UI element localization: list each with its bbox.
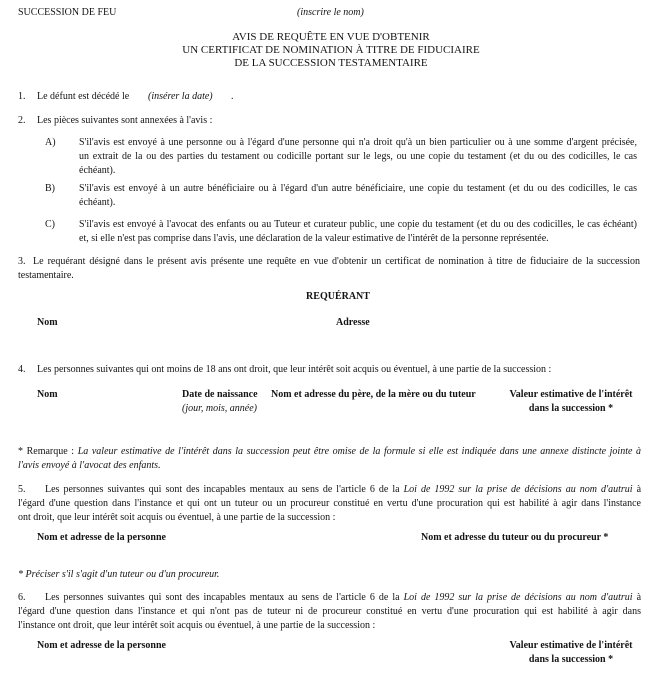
section-2-number: 2.	[18, 115, 26, 126]
section-5-line: l'égard d'une question dans l'instance et qui ont un tuteur ou un procureur constitué en vertu d'une procuration qui est habilité à agir dans l'instance	[18, 498, 641, 509]
representative-header: Nom et adresse du tuteur ou du procureur *	[421, 532, 609, 543]
section-3-line: testamentaire.	[18, 270, 74, 281]
form-title-line-3: DE LA SUCCESSION TESTAMENTAIRE	[234, 57, 428, 69]
section-6-text: à	[636, 592, 642, 603]
law-title: Loi de 1992 sur la prise de décisions au nom d'autrui	[403, 484, 633, 495]
section-5-line: ont droit, que leur intérêt soit acquis ou éventuel, à une partie de la succession :	[18, 512, 336, 523]
item-a-label: A)	[45, 137, 56, 148]
person-header: Nom et adresse de la personne	[37, 640, 166, 651]
remark-text: La valeur estimative de l'intérêt dans la succession peut être omise de la formule si elle est indiquée dans une annexe distincte jointe à	[77, 446, 642, 457]
form-title-line-1: AVIS DE REQUÊTE EN VUE D'OBTENIR	[232, 31, 430, 43]
succession-label: SUCCESSION DE FEU	[18, 7, 117, 18]
section-6-number: 6.	[18, 592, 26, 603]
item-b-label: B)	[45, 183, 55, 194]
item-c-label: C)	[45, 219, 55, 230]
section-6-line	[45, 591, 641, 605]
item-b-line: S'il'avis est envoyé à un autre bénéficiaire ou à l'égard d'un autre bénéficiaire, une copie du testament (et du ou des codicilles, le cas	[79, 183, 637, 194]
estimated-value-header-line-2: dans la succession *	[528, 654, 614, 665]
law-title: Loi de 1992 sur la prise de décisions au nom d'autrui	[403, 592, 633, 603]
item-c-line: et, si elle n'est pas comprise dans l'avis, une déclaration de la valeur estimative de l'intérêt de la personne représentée.	[79, 233, 549, 244]
section-5-line	[45, 483, 641, 497]
applicant-name-label: Nom	[37, 317, 58, 328]
item-b-line: échéant).	[79, 197, 116, 208]
section-4-text: Les personnes suivantes qui ont moins de 18 ans ont droit, que leur intérêt soit acquis ou éventuel, à une partie de la succession :	[37, 364, 552, 375]
estimated-value-header: Valeur estimative de l'intérêt	[509, 389, 633, 400]
item-a-line: échéant).	[79, 165, 116, 176]
section-4-number: 4.	[18, 364, 26, 375]
section-5-text: Les personnes suivantes qui sont des incapables mentaux au sens de l'article 6 de la	[45, 484, 400, 495]
birth-date-format: (jour, mois, année)	[182, 403, 257, 414]
applicant-address-label: Adresse	[336, 317, 370, 328]
date-of-death-hint: (insérer la date)	[148, 91, 213, 102]
section-1-number: 1.	[18, 91, 26, 102]
section-2-text: Les pièces suivantes sont annexées à l'avis :	[37, 115, 213, 126]
estimated-value-header-line-2: dans la succession *	[528, 403, 614, 414]
section-1-text: Le défunt est décédé le	[37, 91, 130, 102]
minor-name-header: Nom	[37, 389, 58, 400]
section-6-line: l'instance ont droit, que leur intérêt soit acquis ou éventuel, à une partie de la succession :	[18, 620, 376, 631]
remark-mark: * Remarque :	[18, 446, 75, 457]
item-c-line: S'il'avis est envoyé à l'avocat des enfants ou au Tuteur et curateur public, une copie du testament (et du ou des codicilles, le cas échéant)	[79, 219, 637, 230]
section-5-text: à	[636, 484, 642, 495]
deceased-name-hint: (inscrire le nom)	[297, 7, 364, 18]
remark-line	[18, 445, 641, 459]
section-6-text: Les personnes suivantes qui sont des incapables mentaux au sens de l'article 6 de la	[45, 592, 400, 603]
item-a-line: un extrait de la ou des parties du testament ou codicille portant sur le legs, ou une copie du testament (et du ou des codicilles, le cas	[79, 151, 637, 162]
remark-line: l'avis envoyé à l'avocat des enfants.	[18, 460, 161, 471]
parent-guardian-header: Nom et adresse du père, de la mère ou du tuteur	[271, 389, 476, 400]
applicant-heading: REQUÉRANT	[306, 291, 370, 302]
section-1-period: .	[231, 91, 234, 102]
section-5-footnote: * Préciser s'il s'agit d'un tuteur ou d'un procureur.	[18, 569, 220, 580]
form-title-line-2: UN CERTIFICAT DE NOMINATION À TITRE DE FIDUCIAIRE	[182, 44, 480, 56]
section-3-line: Le requérant désigné dans le présent avis présente une requête en vue d'obtenir un certificat de nomination à titre de fiduciaire de la succession	[33, 256, 640, 267]
person-header: Nom et adresse de la personne	[37, 532, 166, 543]
birth-date-header: Date de naissance	[182, 389, 258, 400]
section-5-number: 5.	[18, 484, 26, 495]
estimated-value-header: Valeur estimative de l'intérêt	[509, 640, 633, 651]
section-3-number: 3.	[18, 256, 26, 267]
section-6-line: l'égard d'une question dans l'instance et qui n'ont pas de tuteur ni de procureur constitué en vertu d'une procuration qui est habilité à agir dans	[18, 606, 641, 617]
item-a-line: S'il'avis est envoyé à une personne ou à l'égard d'une personne qui n'a droit qu'à un bien particulier ou à une somme d'argent précisée,	[79, 137, 637, 148]
